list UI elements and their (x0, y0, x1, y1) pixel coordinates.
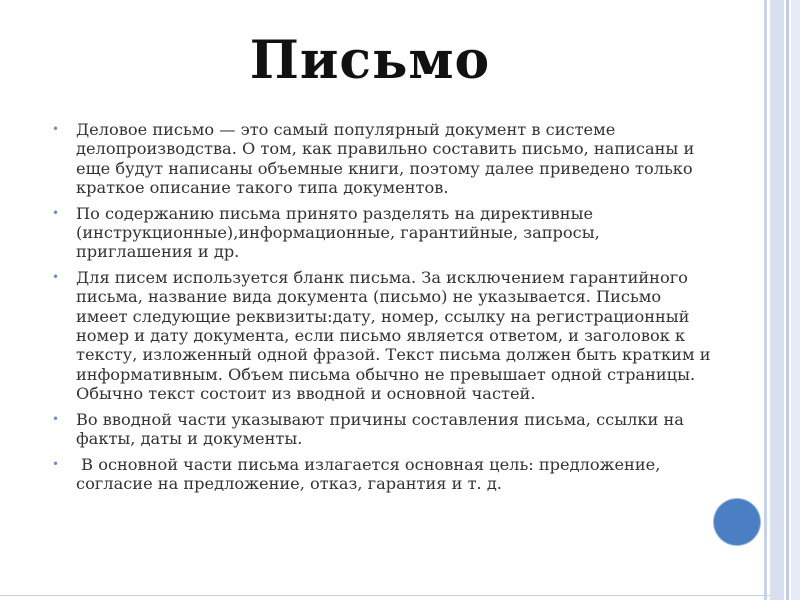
edge-stripe (786, 0, 789, 600)
edge-stripe (791, 0, 800, 600)
bullet-item (52, 410, 712, 449)
decorative-circle-icon (714, 499, 760, 545)
bullet-item (52, 204, 712, 262)
bullet-icon: • (52, 411, 60, 426)
edge-stripe (764, 0, 767, 600)
bullet-text: Во вводной части указывают причины составления письма, ссылки на факты, даты и документы. (76, 409, 690, 449)
bullet-text: По содержанию письма принято разделять на директивные (инструкционные),информационные, гарантийные, запросы, приглашения и др. (76, 203, 605, 262)
bottom-divider (0, 595, 770, 596)
edge-stripe (770, 0, 784, 600)
bullet-item (52, 120, 712, 198)
bullet-text: В основной части письма излагается основная цель: предложение, согласие на предложение, отказ, гарантия и т. д. (76, 454, 666, 493)
bullet-icon: • (52, 205, 60, 220)
bullet-text: Деловое письмо — это самый популярный документ в системе делопроизводства. О том, как правильно составить письмо, написаны и еще будут написаны объемные книги, поэтому далее приведено только краткое описание такого типа документов. (76, 120, 700, 198)
bullet-icon: • (52, 269, 60, 284)
bullet-item (52, 267, 716, 404)
slide-title: Письмо (249, 30, 491, 91)
bullet-text: Для писем используется бланк письма. За исключением гарантийного письма, название вида документа (письмо) не указывается. Письмо имеет следующие реквизиты:дату, номер, ссылку на регистрационный номер и дату документа, если письмо является ответом, и заголовок к тексту, изложенный одной фразой. Текст письма должен быть кратким и информативным. Объем письма обычно не превышает одной страницы. Обычно текст состоит из вводной и основной частей. (76, 267, 716, 404)
bullet-list (52, 120, 716, 499)
bullet-icon: • (52, 122, 60, 136)
bullet-item (52, 455, 712, 494)
bullet-icon: • (52, 456, 60, 471)
